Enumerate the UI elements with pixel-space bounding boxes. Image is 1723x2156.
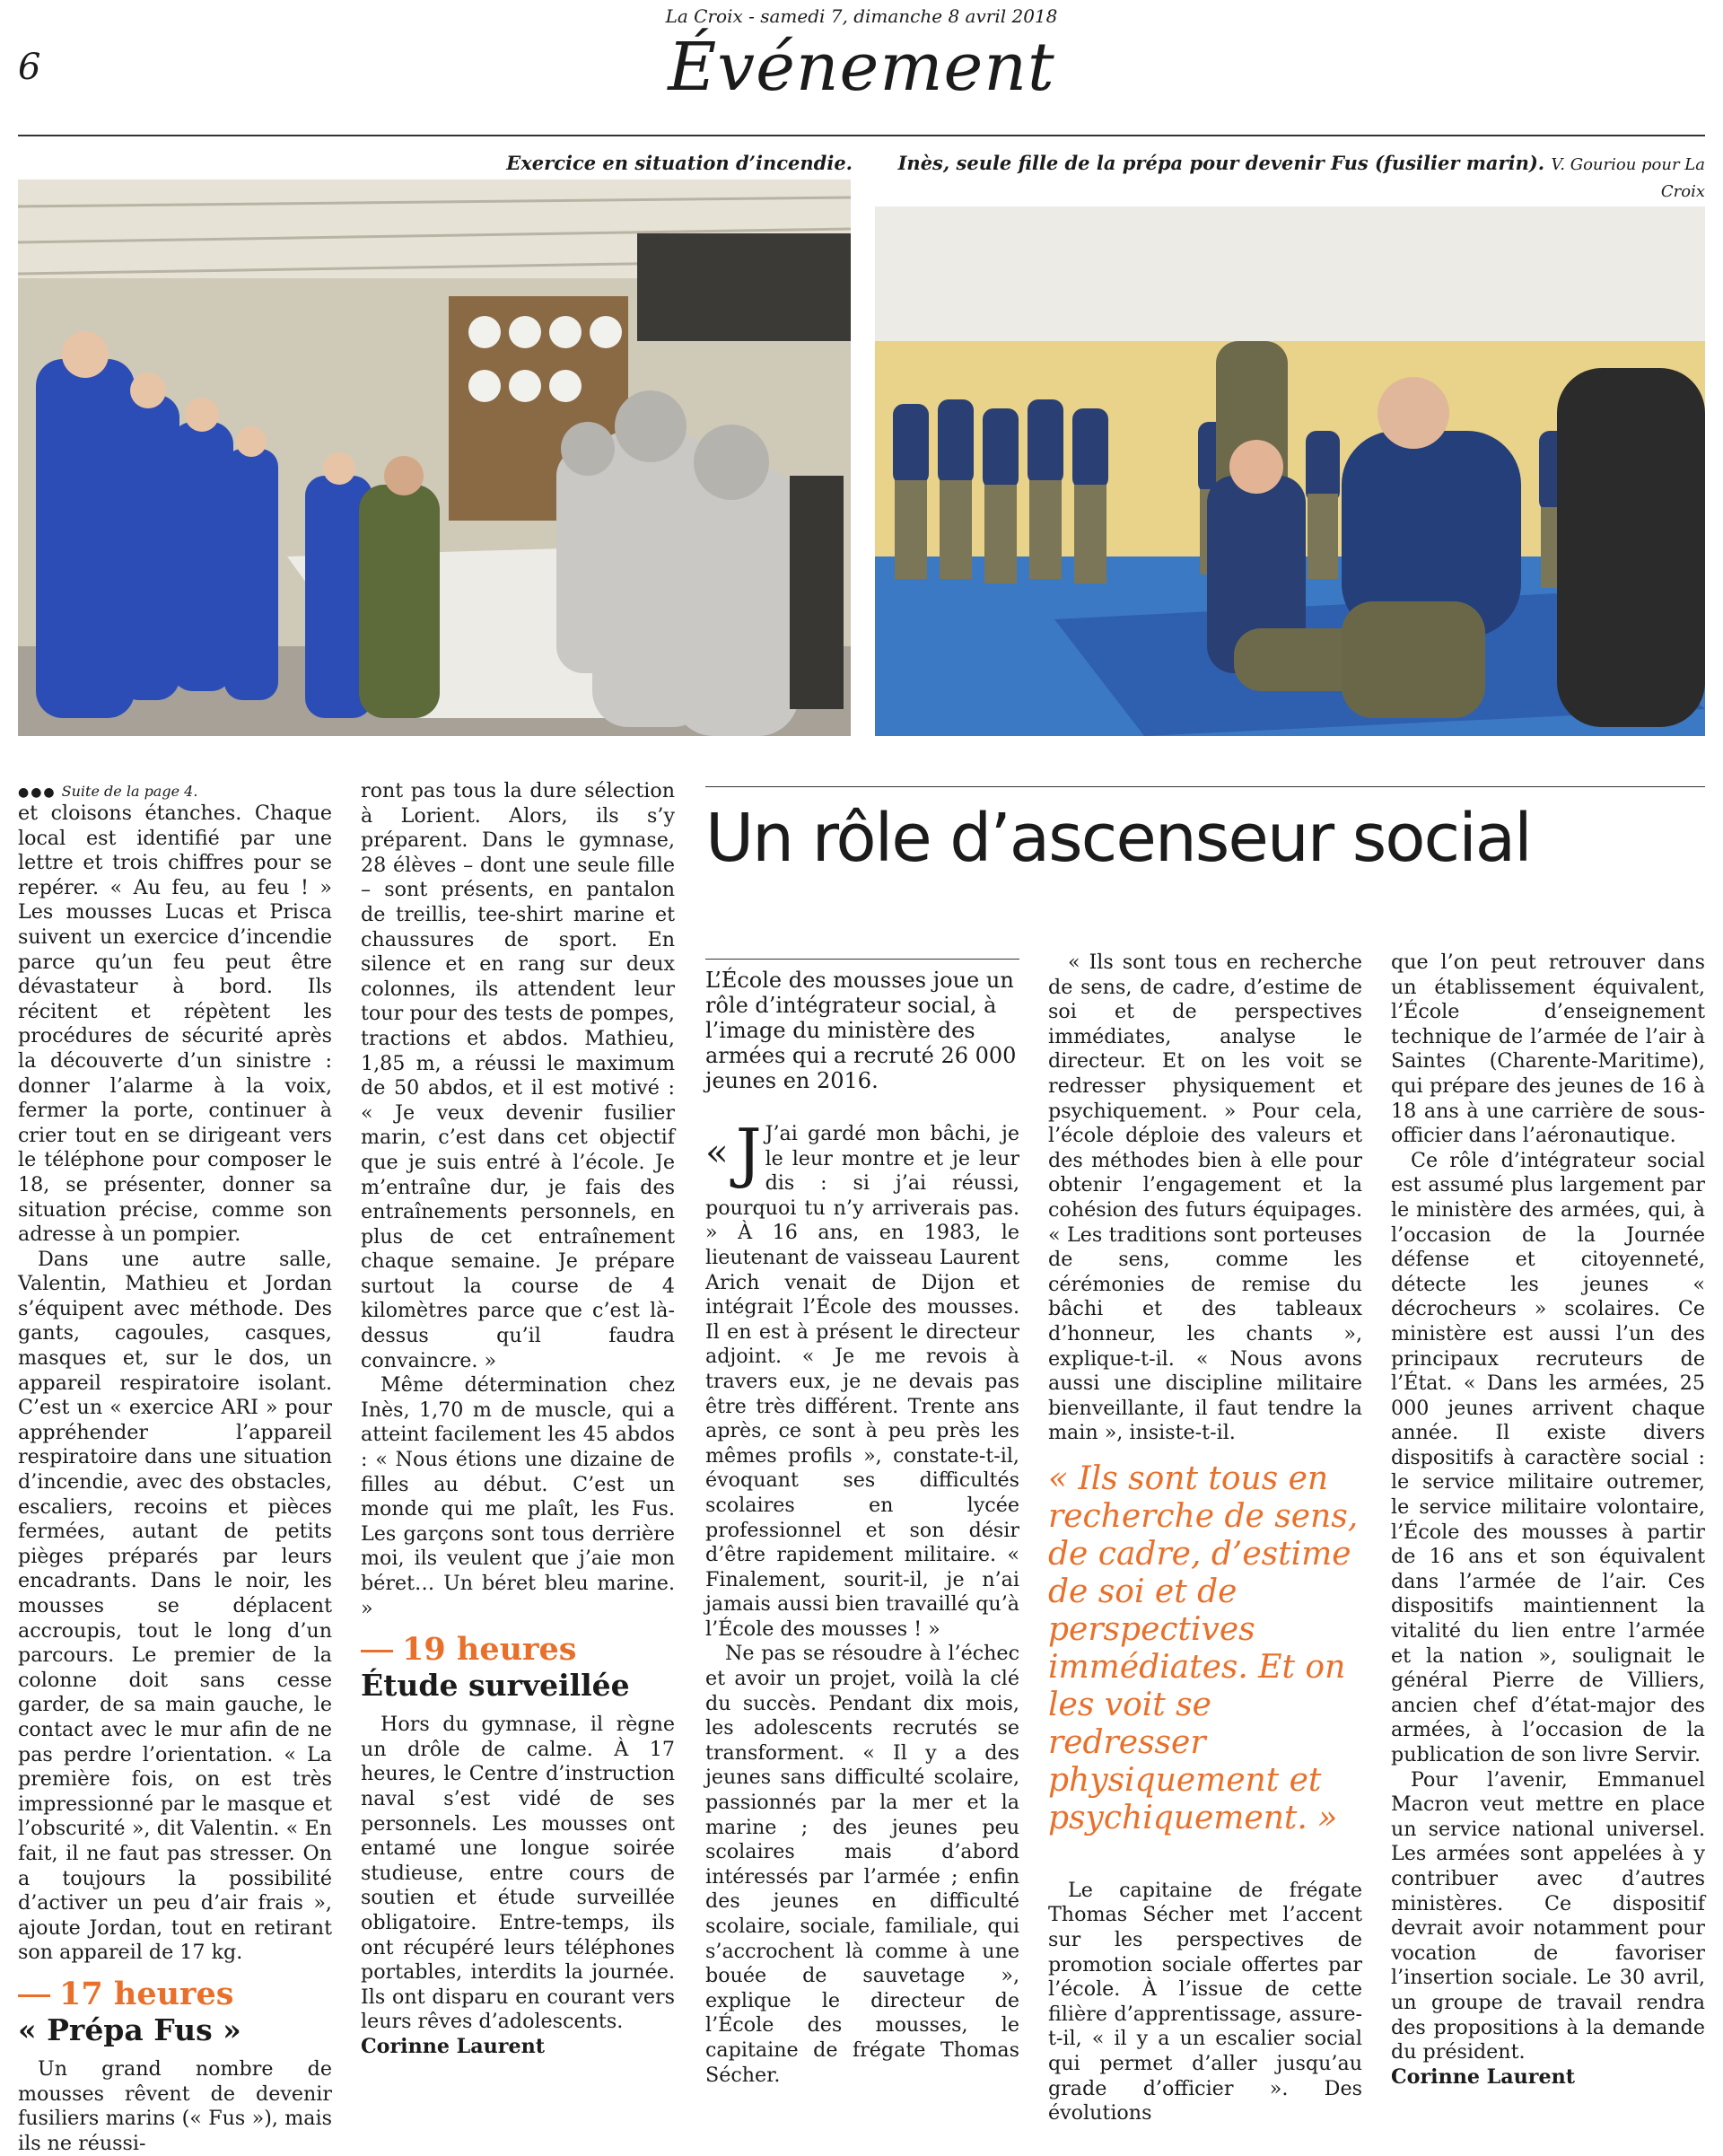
drop-cap: J <box>735 1115 762 1190</box>
author-signature: Corinne Laurent <box>361 2034 545 2058</box>
article1-column-2 <box>361 779 675 2060</box>
fire-drill-photo <box>18 180 851 736</box>
paragraph: ront pas tous la dure sélection à Lorient. Alors, ils s’y préparent. Dans le gymnase, 28 élèves – dont une seule fille – sont présents, en pantalon de treillis, tee-shirt marine et chaussures de sport. En silence et en rang sur deux colonnes, ils attendent leur tour pour des tests de pompes, tractions et abdos. Mathieu, 1,85 m, a réussi le maximum de 50 abdos, et il est motivé : « Je veux devenir fusilier marin, c’est dans cet objectif que je suis entré à l’école. Je m’entraîne dur, je fais des entraînements personnels, en plus de cet entraînement chaque semaine. Je prépare surtout la course de 4 kilomètres parce que c’est là-dessus qu’il faudra convaincre. » <box>361 779 675 1372</box>
paragraph: Un grand nombre de mousses rêvent de devenir fusiliers marins (« Fus »), mais ils ne réussi- <box>18 2056 332 2155</box>
paragraph-text: J’ai gardé mon bâchi, je le leur montre et je leur dis : si j’ai réussi, pourquoi tu n’y arriverais pas. » À 16 ans, en 1983, le lieutenant de vaisseau Laurent Arich venait de Dijon et intégrait l’École des mousses. Il en est à présent le directeur adjoint. « Je me revois à travers eux, je ne devais pas être très différent. Trente ans après, ce sont à peu près les mêmes profils », constate-t-il, évoquant ses difficultés scolaires en lycée professionnel et son désir d’être rapidement militaire. « Finalement, sourit-il, je n’ai jamais aussi bien travaillé qu’à l’École des mousses ! » <box>705 1122 1019 1641</box>
page-number: 6 <box>18 47 41 88</box>
article2-standfirst: L’École des mousses joue un rôle d’intégrateur social, à l’image du ministère des armées qui a recruté 26 000 jeunes en 2016. <box>705 968 1017 1093</box>
paragraph: et cloisons étanches. Chaque local est identifié par une lettre et trois chiffres pour se repérer. « Au feu, au feu ! » Les mousses Lucas et Prisca suivent un exercice d’incendie parce qu’un feu peut être dévastateur à bord. Ils récitent et répètent les procédures de sécurité après la découverte d’un sinistre : donner l’alarme à la voix, fermer la porte, continuer à crier tout en se dirigeant vers le téléphone pour composer le 18, se présenter, donner sa situation précise, comme son adresse à un pompier. <box>18 802 332 1247</box>
left-photo-caption: Exercice en situation d’incendie. <box>506 152 853 174</box>
subheading: « Prépa Fus » <box>18 2011 241 2047</box>
article2-column-4 <box>1048 951 1362 2126</box>
continued-from: ●●● Suite de la page 4. <box>18 783 198 800</box>
section-rubric: Événement <box>668 29 1055 106</box>
article1-column-1 <box>18 783 332 2156</box>
article2-top-rule <box>705 786 1705 787</box>
paragraph: Pour l’avenir, Emmanuel Macron veut mettre en place un service national universel. Les armées sont appelées à y contribuer avec d’autres ministères. Ce dispositif devrait avoir notamment pour vocation de favoriser l’insertion sociale. Le 30 avril, un groupe de travail rendra des propositions à la demande du président. <box>1391 1767 1705 2064</box>
dateline: La Croix - samedi 7, dimanche 8 avril 2018 <box>665 5 1058 27</box>
article2-column-3 <box>705 1115 1019 2088</box>
chapo-rule <box>705 959 1019 960</box>
article2-column-5 <box>1391 951 1705 2090</box>
photo-credit: V. Gouriou pour La Croix <box>1551 155 1705 201</box>
paragraph <box>705 1115 1019 1642</box>
right-caption-text: Inès, seule fille de la prépa pour devenir Fus (fusilier marin). <box>897 152 1545 174</box>
article2-headline: Un rôle d’ascenseur social <box>705 800 1531 877</box>
header-rule <box>18 135 1705 136</box>
time-heading: 19 heures <box>361 1632 675 1668</box>
paragraph: Même détermination chez Inès, 1,70 m de muscle, qui a atteint facilement les 45 abdos : « Nous étions une dizaine de filles au début. C’est un monde qui me plaît, les Fus. Les garçons sont tous derrière moi, ils veulent que j’aie mon béret… Un béret bleu marine. » <box>361 1373 675 1620</box>
paragraph: Le capitaine de frégate Thomas Sécher met l’accent sur les perspectives de promotion sociale offertes par l’école. À l’issue de cette filière d’apprentissage, assure-t-il, « il y a un escalier social qui permet d’aller jusqu’au grade d’officier ». Des évolutions <box>1048 1878 1362 2125</box>
paragraph: Ce rôle d’intégrateur social est assumé plus largement par le ministère des armées, qui, à l’occasion de la Journée défense et citoyenneté, détecte les jeunes « décrocheurs » scolaires. Ce ministère est aussi l’un des principaux recruteurs de l’État. « Dans les armées, 25 000 jeunes arrivent chaque année. Il existe divers dispositifs à caractère social : le service militaire outremer, le service militaire volontaire, l’École des mousses à partir de 16 ans et son équivalent dans l’armée de l’air. Ces dispositifs maintiennent la vitalité du lien entre l’armée et la nation », soulignait le général Pierre de Villiers, ancien chef d’état-major des armées, à l’occasion de la publication de son livre Servir. <box>1391 1148 1705 1766</box>
subheading: Étude surveillée <box>361 1668 630 1704</box>
gym-training-photo <box>875 206 1705 736</box>
paragraph: « Ils sont tous en recherche de sens, de cadre, d’estime de soi et de perspectives immédiates, analyse le directeur. Et on les voit se redresser physiquement et psychiquement. » Pour cela, l’école déploie des valeurs et des méthodes bien à elle pour obtenir l’engagement et la cohésion des futurs équipages. « Les traditions sont porteuses de sens, comme les cérémonies de remise du bâchi et des tableaux d’honneur, les chants », explique-t-il. « Nous avons aussi une discipline militaire bienveillante, il faut tendre la main », insiste-t-il. <box>1048 951 1362 1445</box>
bullet-dots-icon: ●●● <box>18 785 57 800</box>
pull-quote: « Ils sont tous en recherche de sens, de cadre, d’estime de soi et de perspectives immédiates. Et on les voit se redresser physiquement et psychiquement. » <box>1048 1459 1359 1836</box>
orange-bar-icon <box>361 1650 393 1652</box>
paragraph: Ne pas se résoudre à l’échec et avoir un projet, voilà la clé du succès. Pendant dix mois, les adolescents recrutés se transforment. « Il y a des jeunes sans difficulté scolaire, passionnés par la mer et la marine ; des jeunes peu scolaires mais d’abord intéressés par l’armée ; enfin des jeunes en difficulté scolaire, sociale, familiale, qui s’accrochent là comme à une bouée de sauvetage », explique le directeur de l’École des mousses, le capitaine de frégate Thomas Sécher. <box>705 1642 1019 2087</box>
open-quote-icon: « <box>705 1130 729 1174</box>
author-signature: Corinne Laurent <box>1391 2064 1575 2089</box>
paragraph: Dans une autre salle, Valentin, Mathieu et Jordan s’équipent avec méthode. Des gants, cagoules, casques, masques et, sur le dos, un appareil respiratoire isolant. C’est un « exercice ARI » pour appréhender l’appareil respiratoire dans une situation d’incendie, avec des obstacles, escaliers, recoins et pièces fermées, autant de petits pièges préparés par leurs encadrants. Dans le noir, les mousses se déplacent accroupis, tout le long d’un parcours. Le premier de la colonne doit sans cesse garder, de sa main gauche, le contact avec le mur afin de ne pas perdre l’orientation. « La première fois, on est très impressionné par le masque et l’obscurité », dit Valentin. « En fait, il ne faut pas stresser. On a toujours la possibilité d’activer un peu d’air frais », ajoute Jordan, tout en retirant son appareil de 17 kg. <box>18 1247 332 1965</box>
paragraph: Hors du gymnase, il règne un drôle de calme. À 17 heures, le Centre d’instruction naval s’est vidé de ses personnels. Les mousses ont entamé une longue soirée studieuse, entre cours de soutien et étude surveillée obligatoire. Entre-temps, ils ont récupéré leurs téléphones portables, interdits la journée. Ils ont disparu en courant vers leurs rêves d’adolescents. <box>361 1713 675 2034</box>
paragraph: que l’on peut retrouver dans un établissement équivalent, l’École d’enseignement technique de l’armée de l’air à Saintes (Charente-Maritime), qui prépare des jeunes de 16 à 18 ans à une carrière de sous-officier dans l’aéronautique. <box>1391 951 1705 1148</box>
right-photo-caption <box>875 151 1705 205</box>
time-heading: 17 heures <box>18 1976 332 2012</box>
orange-bar-icon <box>18 1994 50 1997</box>
